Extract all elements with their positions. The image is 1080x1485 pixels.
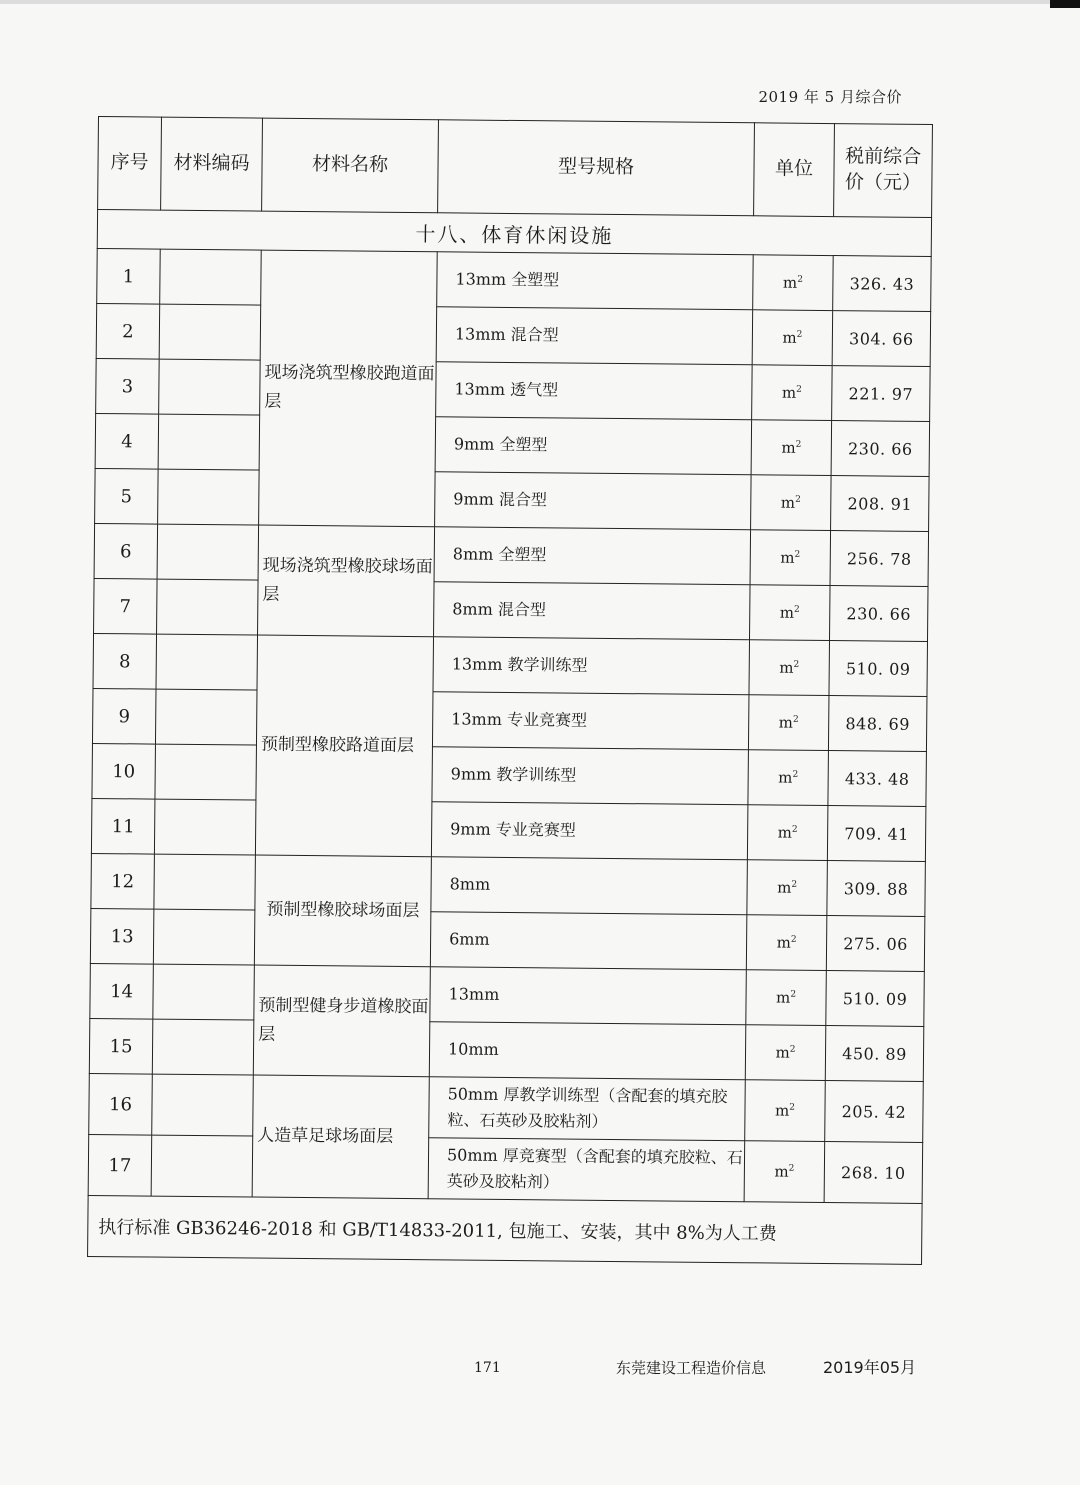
- row-price: 848. 69: [828, 696, 927, 752]
- table-row: [96, 358, 930, 421]
- row-unit: [751, 475, 832, 531]
- row-unit: [747, 860, 828, 916]
- row-code: [154, 799, 256, 855]
- unit-sup: 2: [789, 1044, 796, 1055]
- unit-sup: 2: [795, 494, 801, 505]
- row-unit: [747, 805, 828, 861]
- unit-base: m: [781, 383, 797, 402]
- row-spec: 8mm 全塑型: [434, 527, 751, 585]
- row-spec: 13mm 混合型: [436, 307, 753, 365]
- unit-base: m: [782, 328, 797, 347]
- row-unit: [748, 750, 829, 806]
- row-price: 208. 91: [831, 476, 930, 532]
- row-unit: [749, 640, 830, 696]
- row-spec: 9mm 专业竞赛型: [431, 802, 748, 860]
- row-group-name: 预制型健身步道橡胶面层: [253, 965, 430, 1077]
- row-price: 326. 43: [833, 256, 932, 312]
- row-code: [158, 469, 260, 525]
- header-unit: 单位: [754, 123, 835, 217]
- row-seq: 3: [96, 358, 160, 414]
- unit-base: m: [779, 603, 795, 622]
- price-table: [87, 116, 933, 1265]
- row-seq: 6: [94, 523, 158, 579]
- row-seq: 1: [97, 248, 161, 304]
- row-price: 450. 89: [825, 1026, 924, 1082]
- table-row: [91, 853, 925, 916]
- row-unit: [745, 1080, 826, 1142]
- note-row: [88, 1195, 923, 1264]
- unit-sup: 2: [793, 604, 800, 615]
- row-spec: 8mm: [431, 857, 748, 915]
- header-code: 材料编码: [161, 117, 263, 211]
- row-spec: 13mm 教学训练型: [433, 637, 750, 695]
- row-unit: [751, 420, 832, 476]
- row-seq: 17: [88, 1134, 152, 1196]
- row-spec: 10mm: [429, 1022, 746, 1080]
- unit-sup: 2: [796, 329, 803, 340]
- row-price: 709. 41: [827, 806, 926, 862]
- row-spec: 8mm 混合型: [434, 582, 751, 640]
- unit-base: m: [777, 878, 792, 897]
- unit-base: m: [780, 548, 795, 567]
- unit-sup: 2: [790, 934, 797, 945]
- row-unit: [745, 1025, 826, 1081]
- table-row: [94, 523, 928, 586]
- row-group-name: 现场浇筑型橡胶球场面层: [258, 525, 435, 637]
- row-price: 205. 42: [825, 1081, 924, 1143]
- unit-sup: 2: [792, 714, 799, 725]
- row-price: 230. 66: [831, 421, 930, 477]
- row-code: [157, 579, 259, 635]
- header-name: 材料名称: [262, 118, 439, 213]
- row-price: 433. 48: [828, 751, 927, 807]
- row-unit: [752, 310, 833, 366]
- row-unit: [753, 255, 834, 311]
- row-price: 309. 88: [827, 861, 926, 917]
- row-spec: 13mm: [430, 967, 747, 1025]
- unit-sup: 2: [793, 659, 800, 670]
- unit-base: m: [778, 768, 793, 787]
- row-unit: [746, 915, 827, 971]
- unit-sup: 2: [796, 384, 802, 395]
- row-price: 510. 09: [829, 641, 928, 697]
- row-seq: 11: [91, 798, 155, 854]
- row-seq: 7: [94, 578, 158, 634]
- row-code: [158, 414, 260, 470]
- page-number: 171: [474, 1360, 501, 1376]
- publication-date: 2019年05月: [823, 1358, 917, 1377]
- row-unit: [744, 1141, 825, 1203]
- row-price: 510. 09: [826, 971, 925, 1027]
- row-unit: [746, 970, 827, 1026]
- table-row: [92, 743, 926, 806]
- unit-sup: 2: [795, 439, 802, 450]
- unit-sup: 2: [794, 549, 801, 560]
- unit-base: m: [775, 988, 791, 1007]
- unit-sup: 2: [791, 824, 798, 835]
- row-seq: 15: [89, 1018, 153, 1074]
- row-code: [153, 909, 255, 965]
- unit-sup: 2: [790, 989, 797, 1000]
- unit-base: m: [779, 658, 794, 677]
- table-row: [94, 578, 928, 641]
- date-note: 2019 年 5 月综合价: [758, 88, 902, 106]
- row-spec: 9mm 教学训练型: [432, 747, 749, 805]
- row-code: [153, 964, 255, 1020]
- unit-base: m: [777, 823, 792, 842]
- row-price: 268. 10: [824, 1142, 923, 1204]
- header-row: [98, 117, 933, 218]
- header-spec: 型号规格: [438, 120, 755, 216]
- row-price: 230. 66: [829, 586, 928, 642]
- row-seq: 9: [92, 688, 156, 744]
- row-price: 256. 78: [830, 531, 929, 587]
- row-code: [155, 744, 257, 800]
- table-row: [91, 798, 925, 861]
- table-row: [89, 1018, 923, 1081]
- row-seq: 8: [93, 633, 157, 689]
- table-row: [96, 303, 930, 366]
- row-code: [152, 1019, 254, 1075]
- row-spec: 9mm 混合型: [435, 472, 752, 530]
- row-code: [157, 524, 259, 580]
- row-group-name: 现场浇筑型橡胶跑道面层: [259, 250, 438, 527]
- table-row: [89, 1073, 924, 1142]
- row-code: [155, 689, 257, 745]
- row-group-name: 人造草足球场面层: [252, 1075, 429, 1199]
- unit-base: m: [778, 713, 794, 732]
- row-group-name: 预制型橡胶球场面层: [254, 855, 431, 967]
- table-row: [95, 468, 929, 531]
- row-seq: 14: [90, 963, 154, 1019]
- unit-sup: 2: [792, 769, 799, 780]
- row-seq: 12: [91, 853, 155, 909]
- row-spec: 9mm 全塑型: [435, 417, 752, 475]
- row-code: [159, 304, 261, 360]
- row-unit: [750, 585, 831, 641]
- unit-base: m: [774, 1101, 790, 1120]
- row-spec: 13mm 专业竞赛型: [432, 692, 749, 750]
- row-code: [152, 1074, 254, 1136]
- unit-base: m: [774, 1162, 789, 1181]
- row-spec: 50mm 厚教学训练型（含配套的填充胶粒、石英砂及胶粘剂）: [429, 1077, 746, 1141]
- row-unit: [752, 365, 833, 421]
- row-unit: [750, 530, 831, 586]
- unit-base: m: [781, 438, 796, 457]
- row-unit: [748, 695, 829, 751]
- row-price: 304. 66: [832, 311, 931, 367]
- row-seq: 2: [96, 303, 160, 359]
- row-seq: 10: [92, 743, 156, 799]
- table-row: [90, 963, 924, 1026]
- row-code: [159, 359, 261, 415]
- row-seq: 4: [95, 413, 159, 469]
- table-row: [90, 908, 924, 971]
- table-row: [88, 1134, 923, 1203]
- unit-sup: 2: [789, 1102, 796, 1113]
- header-price: 税前综合价（元）: [834, 124, 933, 218]
- unit-base: m: [775, 1043, 790, 1062]
- row-code: [160, 249, 262, 305]
- publication-name: 东莞建设工程造价信息: [616, 1359, 767, 1377]
- unit-base: m: [776, 933, 791, 952]
- table-row: [95, 413, 929, 476]
- row-code: [156, 634, 258, 690]
- row-seq: 13: [90, 908, 154, 964]
- row-price: 221. 97: [832, 366, 931, 422]
- row-spec: 13mm 透气型: [436, 362, 753, 420]
- table-row: [92, 688, 926, 751]
- row-group-name: 预制型橡胶路道面层: [255, 635, 433, 857]
- header-seq: 序号: [98, 117, 162, 211]
- row-spec: 13mm 全塑型: [437, 252, 754, 310]
- row-spec: 50mm 厚竞赛型（含配套的填充胶粒、石英砂及胶粘剂）: [428, 1138, 745, 1202]
- unit-base: m: [780, 493, 796, 512]
- scan-edge-mark: [1050, 0, 1080, 8]
- row-code: [154, 854, 256, 910]
- unit-sup: 2: [791, 879, 798, 890]
- table-row: [93, 633, 927, 696]
- row-code: [151, 1135, 253, 1197]
- row-spec: 6mm: [430, 912, 747, 970]
- table-row: [97, 248, 931, 311]
- row-seq: 16: [89, 1073, 153, 1135]
- unit-sup: 2: [788, 1163, 795, 1174]
- section-title: 十八、体育休闲设施: [97, 210, 931, 257]
- unit-base: m: [782, 273, 798, 292]
- standard-note: 执行标准 GB36246-2018 和 GB/T14833-2011, 包施工、安装，其中 8%为人工费: [88, 1195, 923, 1264]
- unit-sup: 2: [797, 274, 803, 285]
- page-edge: [0, 0, 1080, 4]
- row-price: 275. 06: [826, 916, 925, 972]
- row-seq: 5: [95, 468, 159, 524]
